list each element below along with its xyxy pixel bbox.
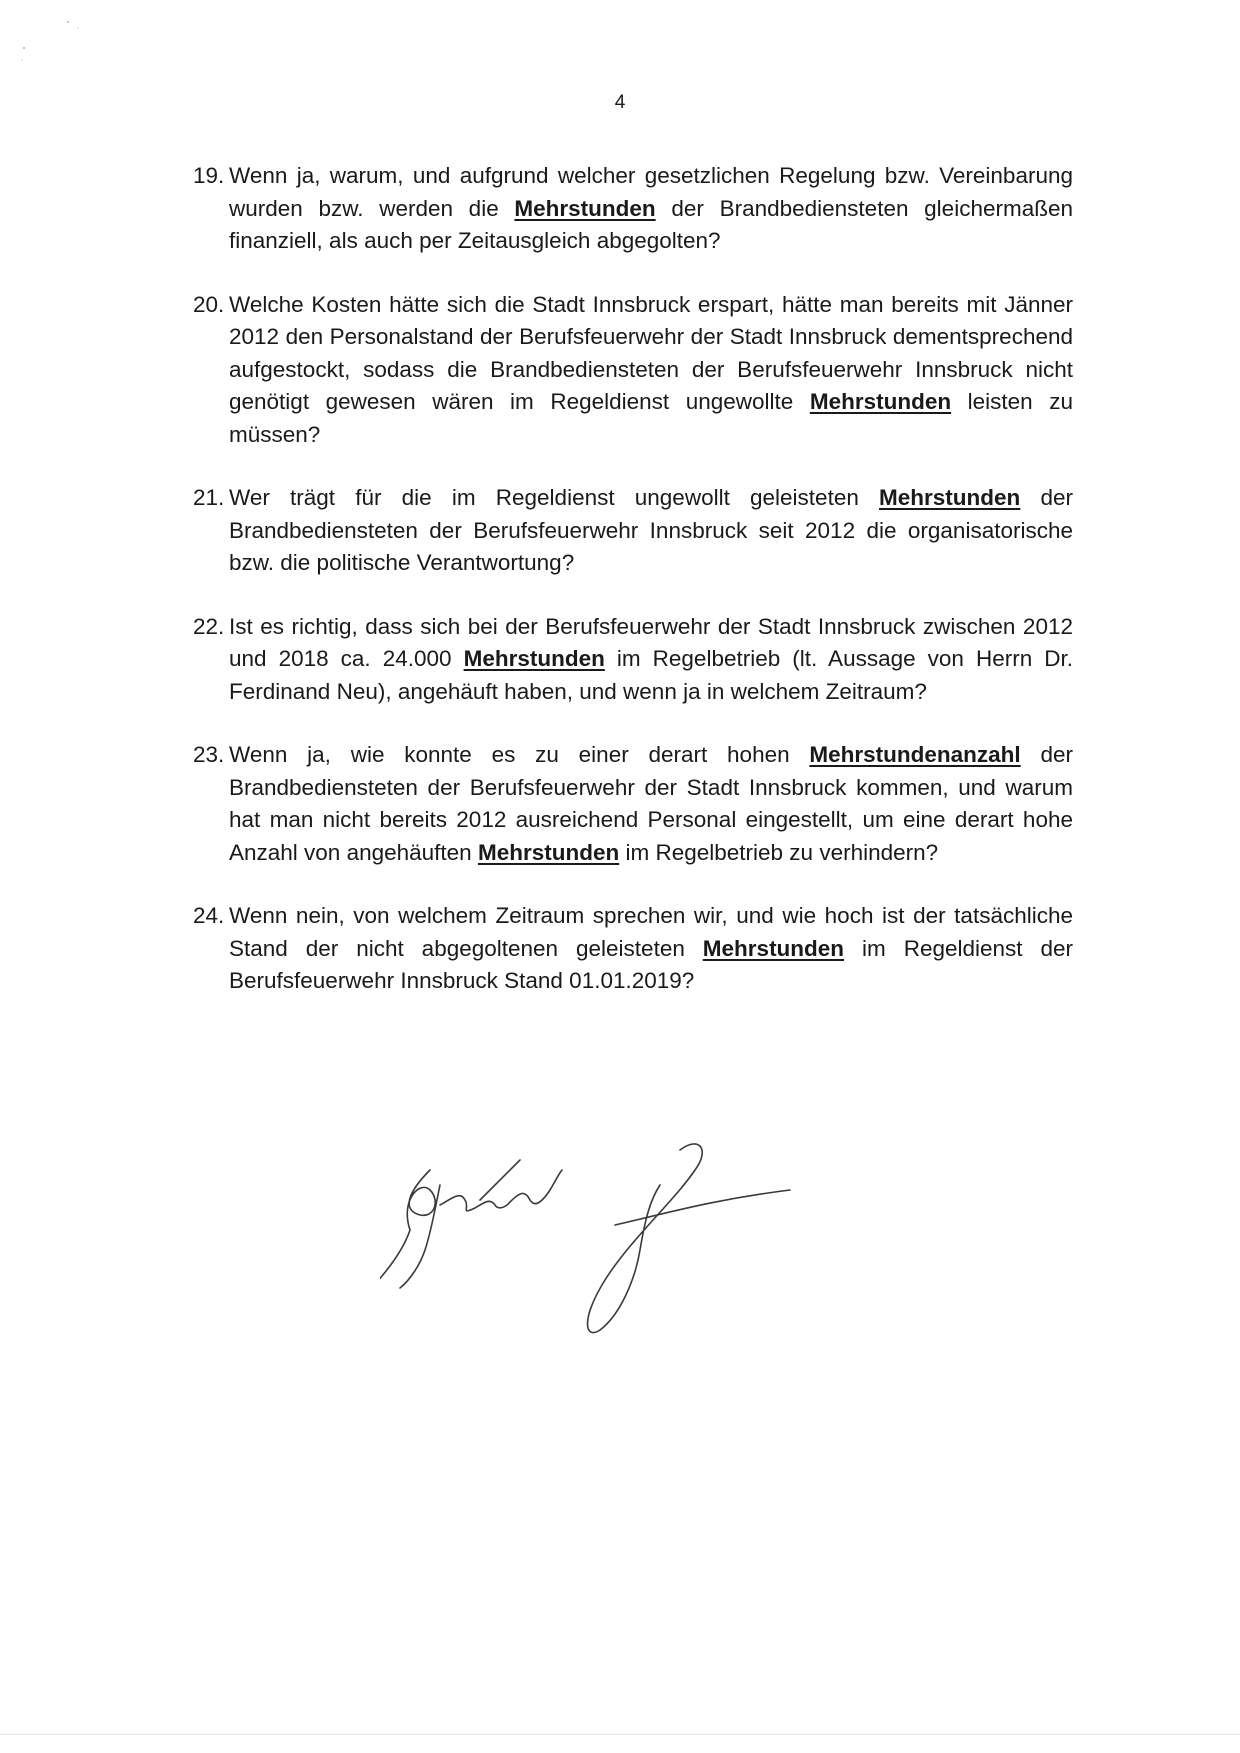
question-number: 20. bbox=[193, 291, 225, 317]
question-text-segment: Wenn ja, warum, und aufgrund welcher gesetzlichen Regelung bzw. Vereinbarung wurden bzw. werden die bbox=[229, 163, 1073, 221]
emphasized-term: Mehrstunden bbox=[463, 646, 605, 671]
emphasized-term: Mehrstunden bbox=[477, 839, 620, 865]
question-text bbox=[229, 485, 1073, 575]
question-number: 23. bbox=[193, 742, 225, 767]
question-text-segment: Wenn ja, wie konnte es zu einer derart hohen bbox=[229, 742, 810, 767]
question-text-segment: Welche Kosten hätte sich die Stadt Innsbruck erspart, hätte man bereits mit Jänner 2012 den Personalstand der Berufsfeuerwehr der Stadt Innsbruck dementsprechend aufgestockt, sodass die Brandbediensteten der Berufsfeuerwehr Innsbruck nicht genötigt gewesen wären im Regeldienst ungewollte bbox=[229, 291, 1073, 414]
question-item bbox=[193, 611, 1073, 709]
question-text-segment: Wer trägt für die im Regeldienst ungewollt geleisteten bbox=[229, 485, 880, 510]
question-number: 22. bbox=[193, 613, 225, 639]
question-text-segment: Ist es richtig, dass sich bei der Berufsfeuerwehr der Stadt Innsbruck zwischen 2012 und 2018 ca. 24.000 bbox=[229, 613, 1073, 671]
question-item bbox=[193, 289, 1073, 452]
emphasized-term: Mehrstunden bbox=[879, 485, 1021, 510]
question-number: 21. bbox=[193, 485, 225, 510]
question-text bbox=[229, 163, 1073, 253]
question-number: 19. bbox=[193, 163, 225, 188]
question-text-segment: im Regelbetrieb zu verhindern? bbox=[619, 839, 939, 865]
page-number: 4 bbox=[614, 92, 626, 113]
emphasized-term: Mehrstundenanzahl bbox=[809, 742, 1021, 767]
scan-bottom-edge bbox=[0, 1734, 1240, 1735]
emphasized-term: Mehrstunden bbox=[809, 389, 952, 414]
question-text-segment: der Brandbediensteten gleichermaßen finanziell, als auch per Zeitausgleich abgegolten? bbox=[229, 195, 1073, 253]
question-text-segment: Wenn nein, von welchem Zeitraum sprechen wir, und wie hoch ist der tatsächliche Stand der nicht abgegoltenen geleisteten bbox=[229, 903, 1073, 961]
question-text bbox=[229, 903, 1073, 993]
question-number: 24. bbox=[193, 903, 225, 928]
question-item bbox=[193, 739, 1073, 869]
question-text bbox=[229, 742, 1073, 865]
question-text-segment: im Regelbetrieb (lt. Aussage von Herrn Dr. Ferdinand Neu), angehäuft haben, und wenn ja in welchem Zeitraum? bbox=[229, 646, 1074, 704]
question-item bbox=[193, 482, 1073, 580]
handwritten-signature bbox=[380, 1130, 840, 1360]
question-text-segment: im Regeldienst der Berufsfeuerwehr Innsbruck Stand 01.01.2019? bbox=[229, 935, 1073, 993]
emphasized-term: Mehrstunden bbox=[514, 195, 656, 221]
question-text-segment: der Brandbediensteten der Berufsfeuerwehr Innsbruck seit 2012 die organisatorische bzw. die politische Verantwortung? bbox=[229, 485, 1073, 575]
question-item bbox=[193, 900, 1073, 998]
scan-artifact-marks bbox=[20, 20, 100, 80]
question-item bbox=[193, 160, 1073, 258]
emphasized-term: Mehrstunden bbox=[702, 935, 845, 961]
question-text bbox=[229, 292, 1073, 447]
question-text-segment: leisten zu müssen? bbox=[229, 389, 1074, 447]
question-text-segment: der Brandbediensteten der Berufsfeuerwehr der Stadt Innsbruck kommen, und warum hat man nicht bereits 2012 ausreichend Personal eingestellt, um eine derart hohe Anzahl von angehäuften bbox=[229, 742, 1073, 865]
question-list bbox=[193, 160, 1073, 1029]
question-text bbox=[229, 614, 1073, 704]
